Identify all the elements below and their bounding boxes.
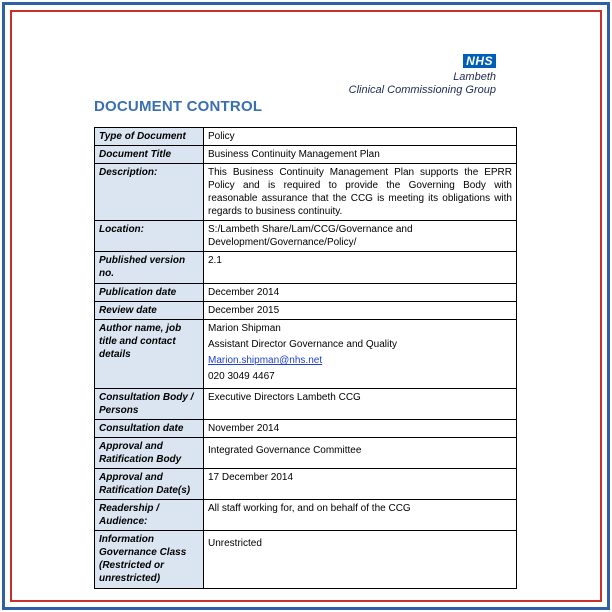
logo-org-name: Lambeth: [453, 71, 496, 83]
document-control-table: [94, 127, 517, 589]
table-row: [95, 302, 517, 320]
nhs-lambeth-logo: [349, 52, 496, 97]
row-label: Review date: [95, 302, 204, 320]
table-row: [95, 128, 517, 146]
row-label: Readership / Audience:: [95, 500, 204, 531]
row-label: Description:: [95, 164, 204, 221]
row-value: [204, 320, 517, 389]
row-value: Unrestricted: [204, 531, 517, 589]
table-row: [95, 164, 517, 221]
row-label: Information Governance Class (Restricted or unrestricted): [95, 531, 204, 589]
logo-org-subtitle: Clinical Commissioning Group: [348, 84, 496, 96]
row-label: Consultation Body / Persons: [95, 389, 204, 420]
row-label: Publication date: [95, 284, 204, 302]
row-label: Approval and Ratification Date(s): [95, 469, 204, 500]
row-value: All staff working for, and on behalf of the CCG: [204, 500, 517, 531]
row-value: 17 December 2014: [204, 469, 517, 500]
author-email-link[interactable]: Marion.shipman@nhs.net: [208, 355, 323, 366]
table-row: [95, 438, 517, 469]
row-label: Approval and Ratification Body: [95, 438, 204, 469]
row-value: 2.1: [204, 252, 517, 284]
table-row: [95, 284, 517, 302]
table-row: [95, 252, 517, 284]
row-value: December 2015: [204, 302, 517, 320]
row-value: This Business Continuity Management Plan supports the EPRR Policy and is required to provide the Governing Body with reasonable assurance that the CCG is meeting its obligations with regards to business continuity.: [204, 164, 517, 221]
row-label: Document Title: [95, 146, 204, 164]
author-name: Marion Shipman: [208, 323, 281, 334]
page-title: DOCUMENT CONTROL: [94, 98, 263, 115]
row-value: November 2014: [204, 420, 517, 438]
table-row: [95, 320, 517, 389]
table-row: [95, 469, 517, 500]
table-row: [95, 500, 517, 531]
nhs-badge: NHS: [463, 54, 496, 68]
author-job-title: Assistant Director Governance and Quality: [208, 339, 397, 350]
row-label: Consultation date: [95, 420, 204, 438]
row-value: Policy: [204, 128, 517, 146]
row-value: December 2014: [204, 284, 517, 302]
row-label: Published version no.: [95, 252, 204, 284]
table-row: [95, 389, 517, 420]
row-label: Location:: [95, 221, 204, 252]
table-row: [95, 531, 517, 589]
row-label: Author name, job title and contact details: [95, 320, 204, 389]
author-phone: 020 3049 4467: [208, 371, 275, 382]
table-row: [95, 221, 517, 252]
table-row: [95, 146, 517, 164]
row-label: Type of Document: [95, 128, 204, 146]
row-value: Executive Directors Lambeth CCG: [204, 389, 517, 420]
row-value: Business Continuity Management Plan: [204, 146, 517, 164]
row-value: S:/Lambeth Share/Lam/CCG/Governance and Development/Governance/Policy/: [204, 221, 517, 252]
table-row: [95, 420, 517, 438]
row-value: Integrated Governance Committee: [204, 438, 517, 469]
